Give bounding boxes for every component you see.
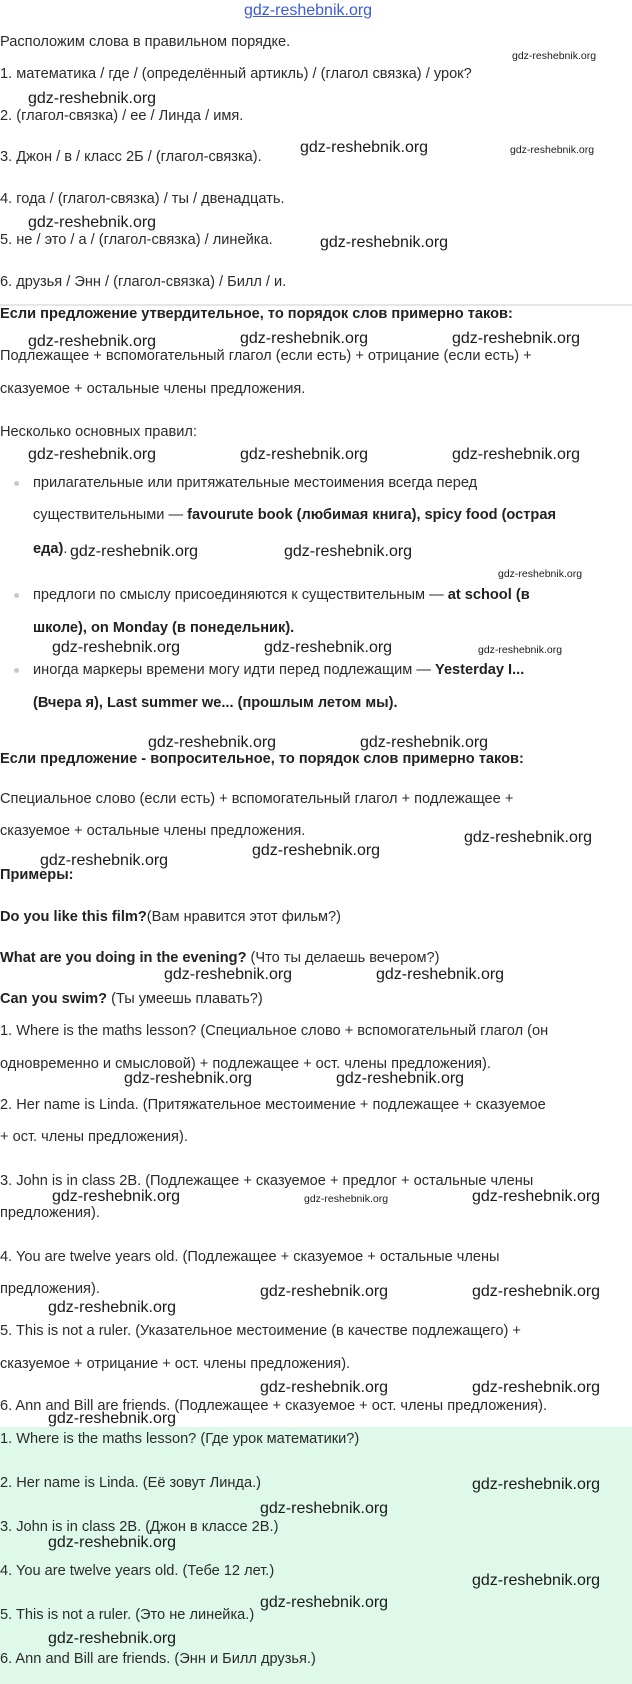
watermark: gdz-reshebnik.org bbox=[260, 1500, 389, 1517]
example-2-translation: (Что ты делаешь вечером?) bbox=[246, 950, 440, 966]
watermark: gdz-reshebnik.org bbox=[376, 966, 505, 983]
analysis-2-line-2: + ост. члены предложения). bbox=[0, 1129, 188, 1145]
watermark: gdz-reshebnik.org bbox=[164, 966, 293, 983]
example-1-english: Do you like this film? bbox=[0, 909, 147, 925]
analysis-2-line-1: 2. Her name is Linda. (Притяжательное местоимение + подлежащее + сказуемое bbox=[0, 1097, 546, 1113]
watermark: gdz-reshebnik.org bbox=[300, 139, 429, 156]
watermark: gdz-reshebnik.org bbox=[304, 1193, 389, 1205]
watermark: gdz-reshebnik.org bbox=[452, 446, 581, 463]
watermark: gdz-reshebnik.org bbox=[510, 144, 595, 156]
watermark: gdz-reshebnik.org bbox=[48, 1410, 177, 1427]
analysis-3-line-1: 3. John is in class 2B. (Подлежащее + сказуемое + предлог + остальные члены bbox=[0, 1173, 534, 1189]
task-6: 6. друзья / Энн / (глагол-связка) / Билл / и. bbox=[0, 274, 287, 290]
rule-1-line-3 bbox=[33, 540, 67, 558]
rule-2-line-2: школе), on Monday (в понедельник). bbox=[33, 620, 295, 636]
watermark: gdz-reshebnik.org bbox=[28, 90, 157, 107]
watermark: gdz-reshebnik.org bbox=[472, 1188, 601, 1205]
watermark: gdz-reshebnik.org bbox=[320, 234, 449, 251]
watermark: gdz-reshebnik.org bbox=[48, 1299, 177, 1316]
analysis-3-line-2: предложения). bbox=[0, 1205, 100, 1221]
rule-1-period: . bbox=[63, 541, 68, 557]
answer-3: 3. John is in class 2B. (Джон в классе 2B.) bbox=[0, 1519, 279, 1535]
analysis-4-line-1: 4. You are twelve years old. (Подлежащее + сказуемое + остальные члены bbox=[0, 1249, 500, 1265]
example-3-translation: (Ты умеешь плавать?) bbox=[107, 991, 263, 1007]
answer-4: 4. You are twelve years old. (Тебе 12 лет.) bbox=[0, 1563, 275, 1579]
watermark: gdz-reshebnik.org bbox=[360, 734, 489, 751]
rule-1-text: существительными — bbox=[33, 507, 188, 523]
watermark: gdz-reshebnik.org bbox=[70, 543, 199, 560]
bullet-dot bbox=[14, 668, 19, 673]
example-3-english: Can you swim? bbox=[0, 991, 108, 1007]
watermark: gdz-reshebnik.org bbox=[472, 1476, 601, 1493]
rule-1-example: favourute book (любимая книга), spicy food (острая bbox=[187, 507, 556, 523]
rule-2-text: предлоги по смыслу присоединяются к существительным — bbox=[33, 587, 448, 603]
watermark: gdz-reshebnik.org bbox=[124, 1070, 253, 1087]
watermark: gdz-reshebnik.org bbox=[260, 1283, 389, 1300]
watermark: gdz-reshebnik.org bbox=[260, 1379, 389, 1396]
example-2-english: What are you doing in the evening? bbox=[0, 950, 247, 966]
watermark: gdz-reshebnik.org bbox=[28, 446, 157, 463]
intro-text: Расположим слова в правильном порядке. bbox=[0, 34, 291, 50]
watermark: gdz-reshebnik.org bbox=[28, 333, 157, 350]
affirmative-line-2: сказуемое + остальные члены предложения. bbox=[0, 381, 306, 397]
rules-heading: Несколько основных правил: bbox=[0, 424, 197, 440]
question-line-2: сказуемое + остальные члены предложения. bbox=[0, 823, 306, 839]
task-4: 4. года / (глагол-связка) / ты / двенадцать. bbox=[0, 191, 285, 207]
watermark: gdz-reshebnik.org bbox=[252, 842, 381, 859]
watermark: gdz-reshebnik.org bbox=[512, 50, 597, 62]
rule-3-example: Yesterday I... bbox=[435, 662, 525, 678]
watermark: gdz-reshebnik.org bbox=[28, 214, 157, 231]
watermark: gdz-reshebnik.org bbox=[336, 1070, 465, 1087]
answer-5: 5. This is not a ruler. (Это не линейка.) bbox=[0, 1607, 255, 1623]
analysis-1-line-2: одновременно и смысловой) + подлежащее + ост. члены предложения). bbox=[0, 1056, 491, 1072]
task-3: 3. Джон / в / класс 2Б / (глагол-связка). bbox=[0, 149, 262, 165]
rule-1-line-2 bbox=[33, 506, 556, 524]
rule-2-example: at school (в bbox=[447, 587, 530, 603]
watermark: gdz-reshebnik.org bbox=[472, 1379, 601, 1396]
analysis-6-line-1: 6. Ann and Bill are friends. (Подлежащее + сказуемое + ост. члены предложения). bbox=[0, 1398, 548, 1414]
watermark: gdz-reshebnik.org bbox=[478, 644, 563, 656]
examples-heading: Примеры: bbox=[0, 867, 74, 883]
rule-3-line-1 bbox=[33, 661, 524, 679]
analysis-5-line-1: 5. This is not a ruler. (Указательное местоимение (в качестве подлежащего) + bbox=[0, 1323, 521, 1339]
analysis-5-line-2: сказуемое + отрицание + ост. члены предложения). bbox=[0, 1356, 351, 1372]
task-1: 1. математика / где / (определённый артикль) / (глагол связка) / урок? bbox=[0, 66, 472, 82]
rule-1-example-end: еда) bbox=[33, 541, 64, 557]
question-line-1: Специальное слово (если есть) + вспомогательный глагол + подлежащее + bbox=[0, 791, 514, 807]
watermark: gdz-reshebnik.org bbox=[264, 639, 393, 656]
affirmative-line-1: Подлежащее + вспомогательный глагол (если есть) + отрицание (если есть) + bbox=[0, 348, 532, 364]
watermark: gdz-reshebnik.org bbox=[52, 639, 181, 656]
watermark: gdz-reshebnik.org bbox=[284, 543, 413, 560]
watermark: gdz-reshebnik.org bbox=[48, 1534, 177, 1551]
watermark: gdz-reshebnik.org bbox=[472, 1283, 601, 1300]
watermark: gdz-reshebnik.org bbox=[148, 734, 277, 751]
affirmative-heading: Если предложение утвердительное, то порядок слов примерно таков: bbox=[0, 306, 513, 322]
example-3 bbox=[0, 990, 263, 1008]
watermark: gdz-reshebnik.org bbox=[452, 330, 581, 347]
rule-3-line-2: (Вчера я), Last summer we... (прошлым летом мы). bbox=[33, 695, 398, 711]
watermark: gdz-reshebnik.org bbox=[464, 829, 593, 846]
watermark: gdz-reshebnik.org bbox=[48, 1630, 177, 1647]
watermark: gdz-reshebnik.org bbox=[240, 330, 369, 347]
example-2 bbox=[0, 949, 440, 967]
example-1 bbox=[0, 908, 341, 926]
answer-6: 6. Ann and Bill are friends. (Энн и Билл друзья.) bbox=[0, 1651, 316, 1667]
answer-1: 1. Where is the maths lesson? (Где урок математики?) bbox=[0, 1431, 360, 1447]
watermark: gdz-reshebnik.org bbox=[260, 1594, 389, 1611]
watermark: gdz-reshebnik.org bbox=[40, 852, 169, 869]
bullet-dot bbox=[14, 593, 19, 598]
analysis-1-line-1: 1. Where is the maths lesson? (Специальное слово + вспомогательный глагол (он bbox=[0, 1023, 549, 1039]
rule-2-line-1 bbox=[33, 586, 530, 604]
watermark: gdz-reshebnik.org bbox=[240, 446, 369, 463]
watermark: gdz-reshebnik.org bbox=[472, 1572, 601, 1589]
watermark: gdz-reshebnik.org bbox=[498, 568, 583, 580]
analysis-4-line-2: предложения). bbox=[0, 1281, 100, 1297]
rule-3-text: иногда маркеры времени могу идти перед подлежащим — bbox=[33, 662, 436, 678]
task-2: 2. (глагол-связка) / ее / Линда / имя. bbox=[0, 108, 244, 124]
task-5: 5. не / это / а / (глагол-связка) / линейка. bbox=[0, 232, 273, 248]
watermark: gdz-reshebnik.org bbox=[52, 1188, 181, 1205]
example-1-translation: (Вам нравится этот фильм?) bbox=[146, 909, 342, 925]
rule-1-line-1: прилагательные или притяжательные местоимения всегда перед bbox=[33, 475, 478, 491]
answer-2: 2. Her name is Linda. (Её зовут Линда.) bbox=[0, 1475, 261, 1491]
bullet-dot bbox=[14, 481, 19, 486]
question-heading: Если предложение - вопросительное, то порядок слов примерно таков: bbox=[0, 751, 524, 767]
watermark-top-link[interactable]: gdz-reshebnik.org bbox=[244, 2, 373, 19]
